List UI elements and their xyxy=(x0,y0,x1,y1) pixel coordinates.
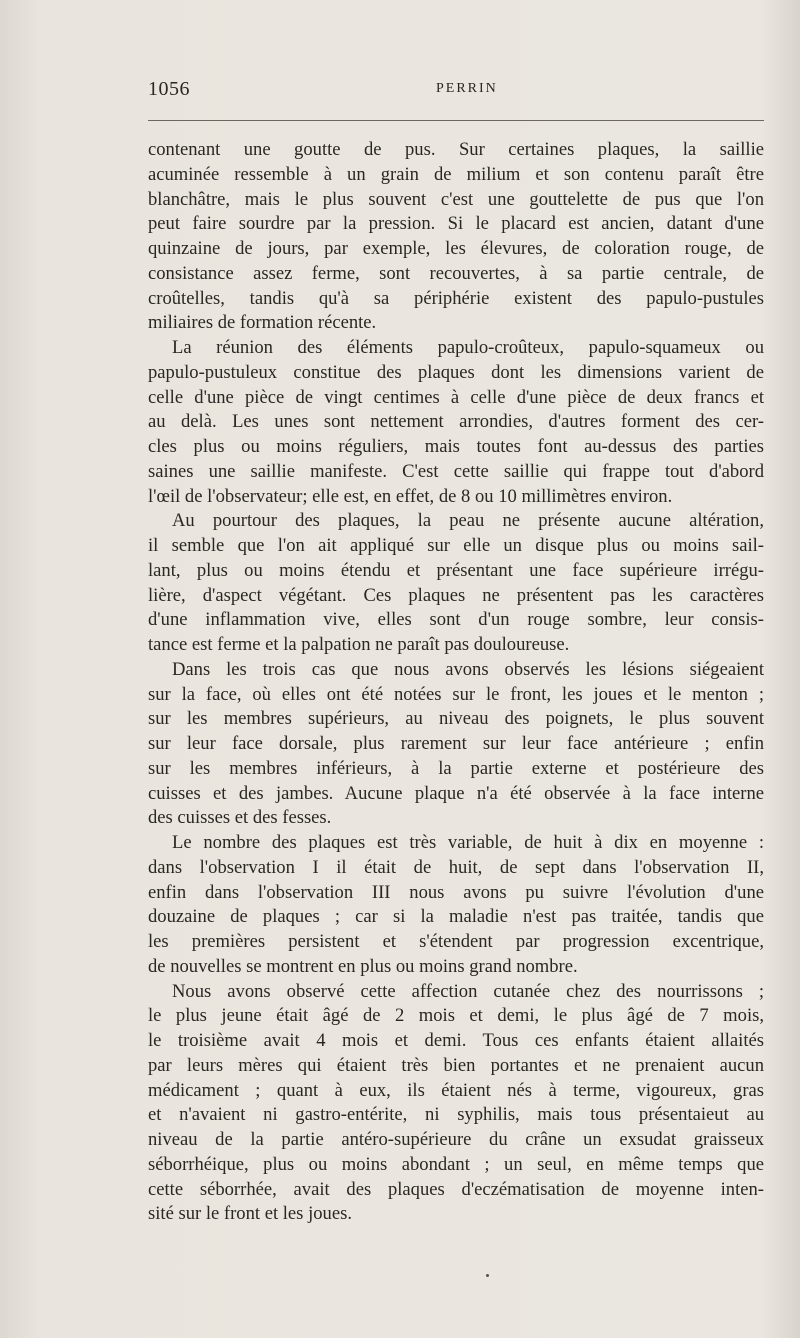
text-line: le troisième avait 4 mois et demi. Tous ces enfants étaient allaités xyxy=(148,1030,764,1051)
text-line: peut faire sourdre par la pression. Si le placard est ancien, datant d'une xyxy=(148,213,764,235)
text-line: au delà. Les unes sont nettement arrondies, d'autres forment des cer- xyxy=(148,411,764,433)
text-line: des cuisses et des fesses. xyxy=(148,807,332,829)
text-line: il semble que l'on ait appliqué sur elle un disque plus ou moins sail- xyxy=(148,535,764,556)
text-line: tance est ferme et la palpation ne paraît pas douloureuse. xyxy=(148,634,570,655)
text-line: le plus jeune était âgé de 2 mois et demi, le plus âgé de 7 mois, xyxy=(148,1005,764,1027)
text-line: consistance assez ferme, sont recouvertes, à sa partie centrale, de xyxy=(148,262,764,284)
text-line: acuminée ressemble à un grain de milium et son contenu paraît être xyxy=(148,163,764,185)
paragraph-start-line: Le nombre des plaques est très variable, de huit à dix en moyenne : xyxy=(172,832,764,853)
text-line: médicament ; quant à eux, ils étaient nés à terme, vigoureux, gras xyxy=(148,1079,764,1101)
text-line: et n'avaient ni gastro-entérite, ni syphilis, mais tous présentaieut au xyxy=(148,1104,764,1126)
text-line: sité sur le front et les joues. xyxy=(148,1203,352,1225)
paragraph-start-line: Nous avons observé cette affection cutanée chez des nourrissons ; xyxy=(172,980,764,1002)
text-line: celle d'une pièce de vingt centimes à celle d'une pièce de deux francs et xyxy=(148,386,764,408)
text-line: sur les membres inférieurs, à la partie externe et postérieure des xyxy=(148,757,764,779)
text-line: cles plus ou moins réguliers, mais toutes font au-dessus des parties xyxy=(148,436,764,457)
text-line: blanchâtre, mais le plus souvent c'est une gouttelette de pus que l'on xyxy=(148,188,764,210)
text-line: contenant une goutte de pus. Sur certaines plaques, la saillie xyxy=(148,139,764,160)
paragraph-start-line: La réunion des éléments papulo-croûteux, papulo-squameux ou xyxy=(172,337,764,358)
text-line: séborrhéique, plus ou moins abondant ; un seul, en même temps que xyxy=(148,1153,764,1175)
text-line: de nouvelles se montrent en plus ou moins grand nombre. xyxy=(148,955,578,977)
text-line: sur leur face dorsale, plus rarement sur leur face antérieure ; enfin xyxy=(148,733,764,754)
header-rule xyxy=(148,120,764,121)
text-line: saines une saillie manifeste. C'est cette saillie qui frappe tout d'abord xyxy=(148,460,764,482)
ink-speck xyxy=(486,1274,489,1277)
text-line: douzaine de plaques ; car si la maladie n'est pas traitée, tandis que xyxy=(148,906,764,928)
text-line: miliaires de formation récente. xyxy=(148,312,377,334)
text-line: les premières persistent et s'étendent par progression excentrique, xyxy=(148,931,764,952)
text-line: quinzaine de jours, par exemple, les élevures, de coloration rouge, de xyxy=(148,238,764,259)
text-line: dans l'observation I il était de huit, de sept dans l'observation II, xyxy=(148,856,764,878)
text-line: cette séborrhée, avait des plaques d'eczématisation de moyenne inten- xyxy=(148,1178,764,1200)
text-line: cuisses et des jambes. Aucune plaque n'a été observée à la face interne xyxy=(148,782,764,804)
text-line: par leurs mères qui étaient très bien portantes et ne prenaient aucun xyxy=(148,1054,764,1076)
text-line: sur les membres supérieurs, au niveau des poignets, le plus souvent xyxy=(148,708,764,730)
paragraph-start-line: Au pourtour des plaques, la peau ne présente aucune altération, xyxy=(172,510,764,532)
running-title: PERRIN xyxy=(436,81,498,96)
text-line: d'une inflammation vive, elles sont d'un rouge sombre, leur consis- xyxy=(148,609,764,631)
text-line: sur la face, où elles ont été notées sur le front, les joues et le menton ; xyxy=(148,683,764,705)
paragraph-start-line: Dans les trois cas que nous avons observés les lésions siégeaient xyxy=(172,658,764,680)
text-line: l'œil de l'observateur; elle est, en effet, de 8 ou 10 millimètres environ. xyxy=(148,485,673,507)
text-line: niveau de la partie antéro-supérieure du crâne un exsudat graisseux xyxy=(148,1129,764,1150)
text-line: croûtelles, tandis qu'à sa périphérie existent des papulo-pustules xyxy=(148,287,764,309)
text-line: enfin dans l'observation III nous avons pu suivre l'évolution d'une xyxy=(148,881,764,903)
text-line: lant, plus ou moins étendu et présentant une face supérieure irrégu- xyxy=(148,559,764,581)
running-head xyxy=(148,78,764,102)
body-text xyxy=(148,138,764,1227)
page-number: 1056 xyxy=(148,78,190,100)
text-line: papulo-pustuleux constitue des plaques dont les dimensions varient de xyxy=(148,361,764,383)
text-line: lière, d'aspect végétant. Ces plaques ne présentent pas les caractères xyxy=(148,584,764,606)
